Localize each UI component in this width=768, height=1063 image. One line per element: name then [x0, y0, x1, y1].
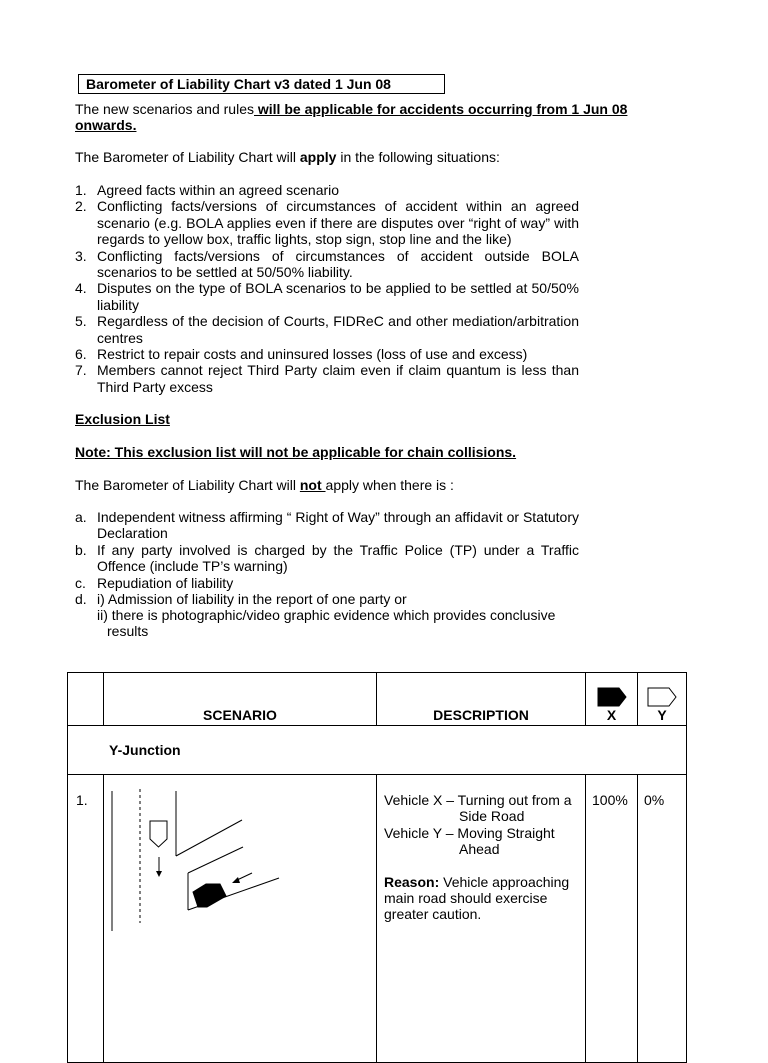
reason-label: Reason:	[384, 873, 440, 890]
reason-text	[384, 874, 579, 923]
apply-bold: apply	[299, 149, 337, 165]
situation-item	[75, 182, 579, 198]
header-y-label: Y	[657, 707, 667, 723]
exclusion-note: Note: This exclusion list will not be applicable for chain collisions.	[75, 444, 517, 460]
situation-item-text: Members cannot reject Third Party claim even if claim quantum is less than Third Party excess	[97, 362, 579, 395]
situation-item-text: Disputes on the type of BOLA scenarios to be applied to be settled at 50/50% liability	[97, 280, 579, 313]
intro-bold: will be applicable for accidents occurring from 1 Jun 08 onwards.	[75, 101, 628, 134]
section-row	[68, 726, 687, 775]
intro-plain: The new scenarios and rules	[75, 101, 254, 117]
vehicle-x-arrow	[232, 873, 252, 883]
table-header-row	[68, 673, 687, 726]
header-description: DESCRIPTION	[377, 673, 586, 726]
exclusion-item-text: If any party involved is charged by the Traffic Police (TP) under a Traffic Offence (include TP’s warning)	[97, 541, 579, 575]
notapply-pre: The Barometer of Liability Chart will	[75, 477, 300, 493]
vehicle-x-cont: Side Road	[459, 808, 525, 825]
y-percentage: 0%	[638, 775, 687, 1063]
apply-paragraph	[75, 149, 585, 165]
vehicle-y-arrow	[156, 857, 162, 877]
situation-item	[75, 313, 579, 346]
situation-item-number: 6.	[75, 346, 87, 363]
situation-item-text: Regardless of the decision of Courts, FIDReC and other mediation/arbitration centres	[97, 313, 579, 346]
exclusion-item-text: Independent witness affirming “ Right of Way” through an affidavit or Statutory Declaration	[97, 509, 579, 542]
intro-paragraph	[75, 101, 655, 134]
vehicle-x-label: Vehicle X – Turning out from a	[384, 792, 572, 808]
situation-item-text: Agreed facts within an agreed scenario	[97, 182, 340, 198]
exclusion-heading: Exclusion List	[75, 411, 170, 427]
exclusion-item-text: Repudiation of liability	[97, 574, 234, 591]
exclusion-item-number: d.	[75, 591, 87, 608]
situation-item	[75, 362, 579, 395]
situation-item-text: Conflicting facts/versions of circumstances of accident within an agreed scenario (e.g. BOLA applies even if there are disputes over “right of way” with regards to yellow box, traffic lights, stop sign, stop line and the like)	[97, 198, 579, 248]
exclusion-item	[75, 509, 579, 542]
situation-item-text: Restrict to repair costs and uninsured losses (loss of use and excess)	[97, 346, 528, 363]
exclusion-d-line2	[97, 607, 597, 640]
situation-item	[75, 346, 579, 362]
apply-post: in the following situations:	[336, 149, 500, 165]
situation-item-number: 7.	[75, 362, 87, 379]
situations-list	[75, 182, 579, 395]
header-scenario: SCENARIO	[104, 673, 377, 726]
situation-item-text: Conflicting facts/versions of circumstances of accident outside BOLA scenarios to be settled at 50/50% liability.	[97, 247, 579, 281]
exclusion-item-text: i) Admission of liability in the report of one party or	[97, 591, 407, 608]
exclusion-item-number: a.	[75, 509, 87, 525]
exclusions-list	[75, 509, 579, 607]
vehicle-x-shape	[193, 884, 226, 907]
situation-item	[75, 248, 579, 281]
apply-pre: The Barometer of Liability Chart will	[75, 149, 300, 165]
exclusion-item	[75, 591, 579, 607]
description-cell	[377, 775, 586, 1063]
situation-item-number: 1.	[75, 182, 87, 198]
outline-car-icon	[647, 687, 677, 707]
scenario-diagram-cell	[104, 775, 377, 1063]
x-percentage: 100%	[586, 775, 638, 1063]
table-row	[68, 775, 687, 1063]
notapply-paragraph	[75, 477, 585, 493]
notapply-post: apply when there is :	[325, 477, 454, 493]
y-junction-diagram	[104, 775, 377, 1045]
row-number: 1.	[68, 775, 104, 1063]
situation-item-number: 2.	[75, 198, 87, 215]
reason-body: Vehicle approaching main road should exercise greater caution.	[384, 873, 570, 923]
vehicle-y-label: Vehicle Y – Moving Straight	[384, 824, 555, 841]
header-x	[586, 673, 638, 726]
filled-car-icon	[597, 687, 627, 707]
vehicle-y-cont: Ahead	[459, 841, 500, 858]
section-title: Y-Junction	[68, 726, 687, 775]
situation-item-number: 3.	[75, 247, 87, 264]
header-num-cell	[68, 673, 104, 726]
liability-chart-table	[67, 672, 687, 1063]
exclusion-item-number: c.	[75, 574, 86, 591]
situation-item	[75, 280, 579, 313]
header-x-label: X	[606, 707, 617, 723]
exclusion-item	[75, 542, 579, 575]
situation-item-number: 5.	[75, 313, 87, 330]
header-y	[638, 673, 687, 726]
exclusion-d2-line2: results	[107, 623, 149, 640]
notapply-not: not	[299, 477, 326, 493]
exclusion-item-number: b.	[75, 541, 87, 558]
situation-item-number: 4.	[75, 280, 87, 297]
situation-item	[75, 198, 579, 247]
exclusion-d2-line1: ii) there is photographic/video graphic evidence which provides conclusive	[97, 607, 556, 623]
vehicle-y-shape	[150, 821, 167, 847]
exclusion-item	[75, 575, 579, 591]
document-title: Barometer of Liability Chart v3 dated 1 Jun 08	[78, 74, 445, 94]
